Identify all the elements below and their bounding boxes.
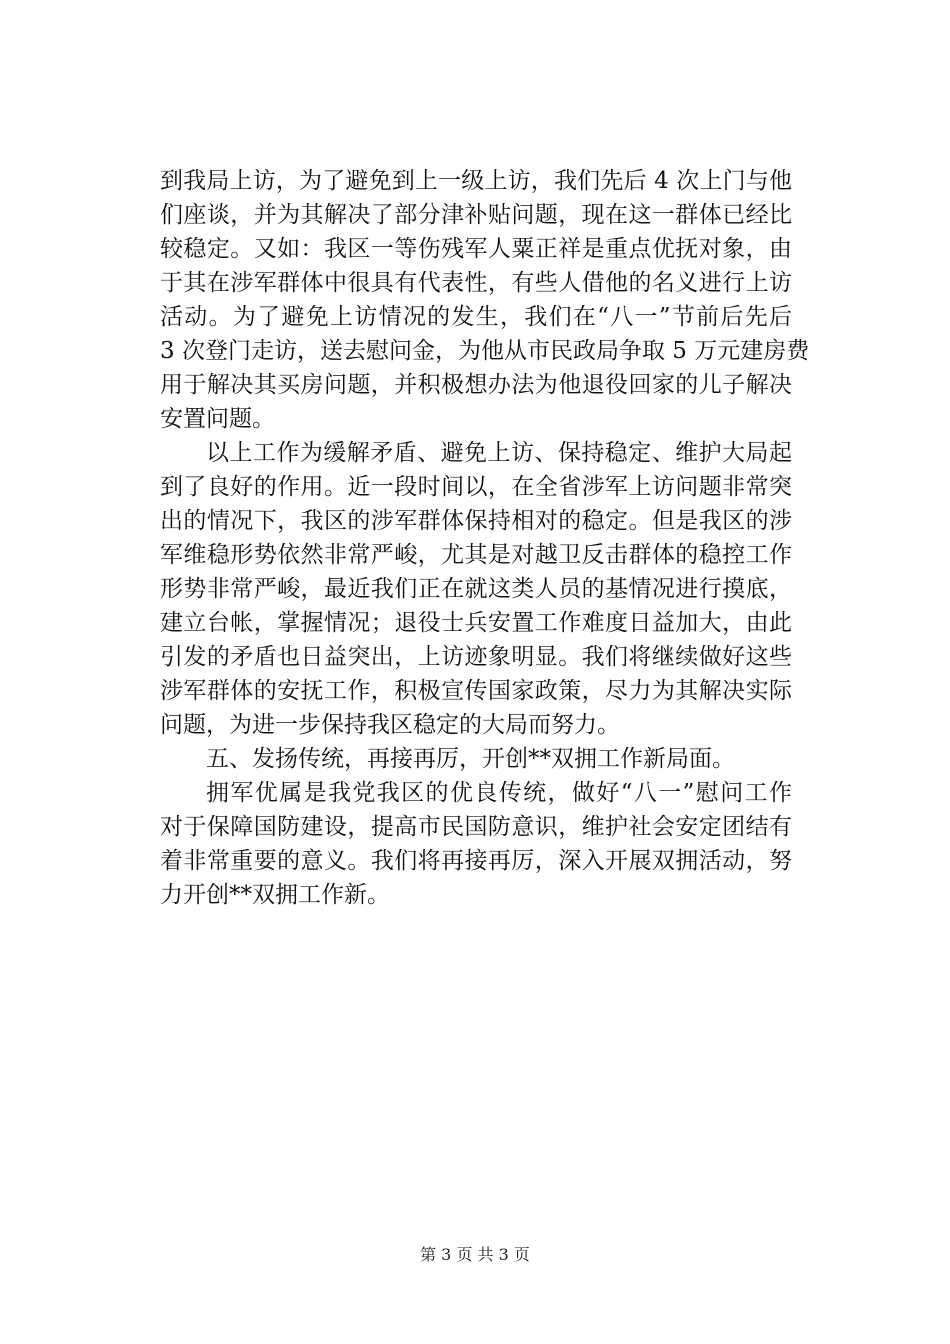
- text-line: 活动。为了避免上访情况的发生，我们在“八一”节前后先后: [160, 304, 792, 330]
- text-line: 对于保障国防建设，提高市民国防意识，维护社会安定团结有: [160, 814, 792, 840]
- text-line: 较稳定。又如：我区一等伤残军人粟正祥是重点优抚对象，由: [160, 236, 792, 262]
- document-body: [160, 164, 810, 912]
- page-number: 第 3 页 共 3 页: [420, 1245, 530, 1264]
- text-line: 形势非常严峻，最近我们正在就这类人员的基情况进行摸底，: [160, 576, 792, 602]
- text-line: 于其在涉军群体中很具有代表性，有些人借他的名义进行上访: [160, 270, 792, 296]
- text-line: 以上工作为缓解矛盾、避免上访、保持稳定、维护大局起: [206, 440, 792, 466]
- text-line: 力开创**双拥工作新。: [160, 882, 390, 908]
- text-line: 们座谈，并为其解决了部分津补贴问题，现在这一群体已经比: [160, 202, 792, 228]
- text-line: 军维稳形势依然非常严峻，尤其是对越卫反击群体的稳控工作: [160, 542, 792, 568]
- text-line: 出的情况下，我区的涉军群体保持相对的稳定。但是我区的涉: [160, 508, 792, 534]
- section-heading: [160, 742, 792, 776]
- paragraph-1: [160, 164, 810, 436]
- text-line: 到我局上访，为了避免到上一级上访，我们先后 4 次上门与他: [160, 168, 792, 194]
- text-line: 拥军优属是我党我区的优良传统，做好“八一”慰问工作: [206, 780, 792, 806]
- text-line: 涉军群体的安抚工作，积极宣传国家政策，尽力为其解决实际: [160, 678, 792, 704]
- text-line: 建立台帐，掌握情况；退役士兵安置工作难度日益加大，由此: [160, 610, 792, 636]
- text-line: 安置问题。: [160, 406, 275, 432]
- text-line: 用于解决其买房问题，并积极想办法为他退役回家的儿子解决: [160, 372, 792, 398]
- text-line: 引发的矛盾也日益突出，上访迹象明显。我们将继续做好这些: [160, 644, 792, 670]
- section-heading-text: 五、发扬传统，再接再厉，开创**双拥工作新局面。: [206, 746, 735, 772]
- text-line: 3 次登门走访，送去慰问金，为他从市民政局争取 5 万元建房费: [160, 338, 810, 364]
- text-line: 到了良好的作用。近一段时间以，在全省涉军上访问题非常突: [160, 474, 792, 500]
- text-line: 问题，为进一步保持我区稳定的大局而努力。: [160, 712, 620, 738]
- text-line: 着非常重要的意义。我们将再接再厉，深入开展双拥活动，努: [160, 848, 792, 874]
- paragraph-2: [160, 436, 792, 742]
- paragraph-3: [160, 776, 792, 912]
- page-footer: [0, 1243, 950, 1267]
